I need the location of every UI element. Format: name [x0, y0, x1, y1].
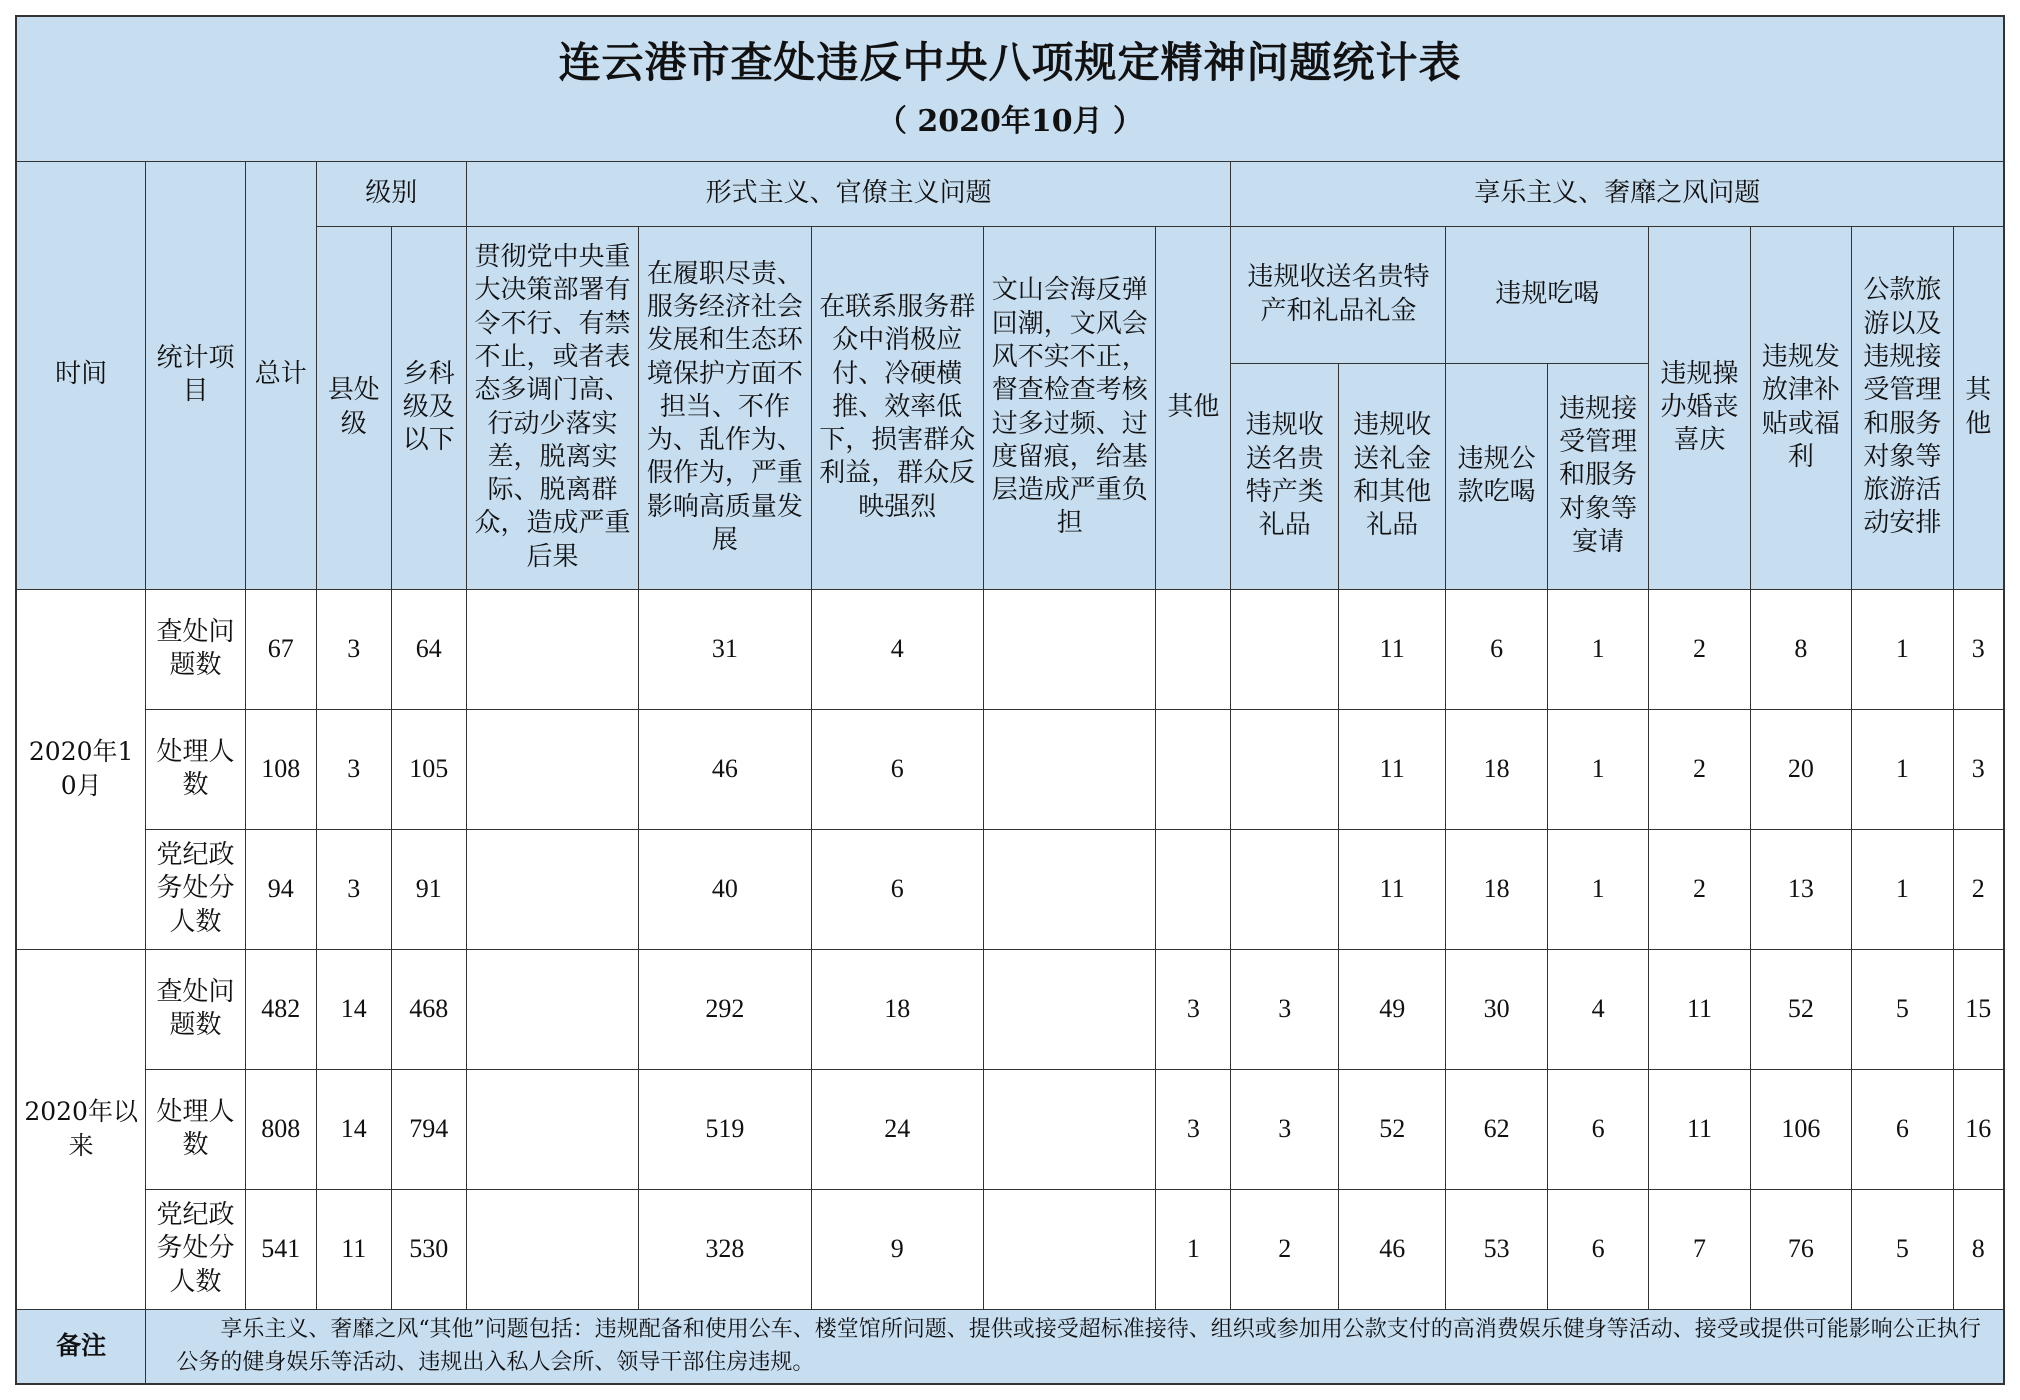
cell-g1	[1231, 589, 1339, 709]
cell-g1: 2	[1231, 1189, 1339, 1309]
cell-county: 3	[316, 709, 391, 829]
cell-travel: 5	[1852, 949, 1953, 1069]
cell-wedding: 2	[1649, 589, 1750, 709]
cell-e2: 1	[1547, 829, 1648, 949]
cell-e2: 6	[1547, 1189, 1648, 1309]
cell-county: 3	[316, 589, 391, 709]
header-eating-banquet: 违规接受管理和服务对象等宴请	[1547, 363, 1648, 589]
period-label: 2020年以来	[16, 949, 146, 1309]
row-label: 处理人数	[146, 1069, 245, 1189]
cell-total: 808	[245, 1069, 316, 1189]
cell-f2: 519	[639, 1069, 811, 1189]
cell-g1	[1231, 709, 1339, 829]
cell-f2: 40	[639, 829, 811, 949]
cell-total: 482	[245, 949, 316, 1069]
cell-subsidy: 52	[1750, 949, 1851, 1069]
cell-e2: 1	[1547, 709, 1648, 829]
cell-f1	[466, 1189, 638, 1309]
table-body	[16, 589, 2004, 1309]
cell-f3: 6	[811, 709, 983, 829]
cell-subsidy: 13	[1750, 829, 1851, 949]
header-level: 级别	[316, 161, 466, 226]
cell-f4	[984, 1189, 1156, 1309]
table-row	[16, 1069, 2004, 1189]
cell-f5: 3	[1156, 949, 1231, 1069]
row-label: 查处问题数	[146, 589, 245, 709]
row-label: 处理人数	[146, 709, 245, 829]
cell-county: 11	[316, 1189, 391, 1309]
header-county-level: 县处级	[316, 226, 391, 589]
title-block	[16, 16, 2004, 161]
cell-township: 105	[391, 709, 466, 829]
cell-e2: 4	[1547, 949, 1648, 1069]
note-label: 备注	[16, 1309, 146, 1384]
table-row	[16, 1189, 2004, 1309]
cell-total: 67	[245, 589, 316, 709]
cell-f4	[984, 949, 1156, 1069]
header-total: 总计	[245, 161, 316, 589]
cell-e1: 30	[1446, 949, 1547, 1069]
cell-g2: 46	[1338, 1189, 1446, 1309]
cell-f2: 31	[639, 589, 811, 709]
note-text: 享乐主义、奢靡之风“其他”问题包括：违规配备和使用公车、楼堂馆所问题、提供或接受超标准接待、组织或参加用公款支付的高消费娱乐健身等活动、接受或提供可能影响公正执行公务的健身娱乐等活动、违规出入私人会所、领导干部住房违规。	[146, 1309, 2004, 1384]
cell-hother: 8	[1953, 1189, 2004, 1309]
cell-e2: 6	[1547, 1069, 1648, 1189]
cell-township: 468	[391, 949, 466, 1069]
header-hedonism: 享乐主义、奢靡之风问题	[1231, 161, 2004, 226]
cell-county: 14	[316, 949, 391, 1069]
cell-g1	[1231, 829, 1339, 949]
cell-f3: 18	[811, 949, 983, 1069]
header-gifts-specialty: 违规收送名贵特产类礼品	[1231, 363, 1339, 589]
table-row	[16, 949, 2004, 1069]
cell-hother: 3	[1953, 709, 2004, 829]
cell-subsidy: 8	[1750, 589, 1851, 709]
cell-g1: 3	[1231, 949, 1339, 1069]
cell-e1: 62	[1446, 1069, 1547, 1189]
cell-wedding: 7	[1649, 1189, 1750, 1309]
page-subtitle: （ 2020年10月 ）	[876, 104, 1144, 140]
cell-total: 94	[245, 829, 316, 949]
cell-f5: 1	[1156, 1189, 1231, 1309]
cell-f4	[984, 1069, 1156, 1189]
cell-travel: 1	[1852, 709, 1953, 829]
cell-subsidy: 76	[1750, 1189, 1851, 1309]
cell-township: 64	[391, 589, 466, 709]
cell-g2: 11	[1338, 709, 1446, 829]
cell-travel: 5	[1852, 1189, 1953, 1309]
header-hedonism-other: 其他	[1953, 226, 2004, 589]
cell-township: 530	[391, 1189, 466, 1309]
cell-f3: 4	[811, 589, 983, 709]
cell-e2: 1	[1547, 589, 1648, 709]
header-item: 统计项目	[146, 161, 245, 589]
cell-g2: 11	[1338, 829, 1446, 949]
header-travel: 公款旅游以及违规接受管理和服务对象等旅游活动安排	[1852, 226, 1953, 589]
table-row	[16, 589, 2004, 709]
cell-wedding: 2	[1649, 829, 1750, 949]
cell-e1: 18	[1446, 709, 1547, 829]
header-subsidy: 违规发放津补贴或福利	[1750, 226, 1851, 589]
cell-f2: 292	[639, 949, 811, 1069]
statistics-table	[15, 15, 2005, 1385]
cell-f2: 328	[639, 1189, 811, 1309]
header-time: 时间	[16, 161, 146, 589]
cell-total: 108	[245, 709, 316, 829]
header-eating-public: 违规公款吃喝	[1446, 363, 1547, 589]
cell-f3: 6	[811, 829, 983, 949]
header-eating: 违规吃喝	[1446, 226, 1649, 363]
cell-county: 14	[316, 1069, 391, 1189]
cell-f1	[466, 949, 638, 1069]
cell-f1	[466, 829, 638, 949]
cell-hother: 2	[1953, 829, 2004, 949]
page-title: 连云港市查处违反中央八项规定精神问题统计表	[558, 37, 1462, 87]
cell-total: 541	[245, 1189, 316, 1309]
cell-wedding: 11	[1649, 949, 1750, 1069]
cell-f5: 3	[1156, 1069, 1231, 1189]
cell-e1: 6	[1446, 589, 1547, 709]
cell-township: 794	[391, 1069, 466, 1189]
cell-e1: 18	[1446, 829, 1547, 949]
cell-f5	[1156, 589, 1231, 709]
cell-hother: 15	[1953, 949, 2004, 1069]
cell-f4	[984, 589, 1156, 709]
cell-travel: 1	[1852, 829, 1953, 949]
period-label: 2020年10月	[16, 589, 146, 949]
header-formalism-4: 文山会海反弹回潮，文风会风不实不正，督查检查考核过多过频、过度留痕，给基层造成严重负担	[984, 226, 1156, 589]
header-formalism: 形式主义、官僚主义问题	[466, 161, 1231, 226]
row-label: 党纪政务处分人数	[146, 829, 245, 949]
cell-travel: 1	[1852, 589, 1953, 709]
cell-f2: 46	[639, 709, 811, 829]
cell-subsidy: 20	[1750, 709, 1851, 829]
header-gifts-money: 违规收送礼金和其他礼品	[1338, 363, 1446, 589]
table-row	[16, 829, 2004, 949]
cell-g2: 52	[1338, 1069, 1446, 1189]
header-formalism-2: 在履职尽责、服务经济社会发展和生态环境保护方面不担当、不作为、乱作为、假作为，严重影响高质量发展	[639, 226, 811, 589]
cell-county: 3	[316, 829, 391, 949]
header-formalism-1: 贯彻党中央重大决策部署有令不行、有禁不止，或者表态多调门高、行动少落实差，脱离实际、脱离群众，造成严重后果	[466, 226, 638, 589]
cell-f5	[1156, 709, 1231, 829]
cell-wedding: 11	[1649, 1069, 1750, 1189]
cell-f1	[466, 1069, 638, 1189]
cell-subsidy: 106	[1750, 1069, 1851, 1189]
cell-g2: 49	[1338, 949, 1446, 1069]
cell-f3: 9	[811, 1189, 983, 1309]
cell-f3: 24	[811, 1069, 983, 1189]
row-label: 查处问题数	[146, 949, 245, 1069]
row-label: 党纪政务处分人数	[146, 1189, 245, 1309]
cell-township: 91	[391, 829, 466, 949]
cell-travel: 6	[1852, 1069, 1953, 1189]
stats-sheet	[15, 15, 2005, 1385]
header-formalism-3: 在联系服务群众中消极应付、冷硬横推、效率低下，损害群众利益，群众反映强烈	[811, 226, 983, 589]
header-formalism-other: 其他	[1156, 226, 1231, 589]
cell-f1	[466, 709, 638, 829]
header-gifts: 违规收送名贵特产和礼品礼金	[1231, 226, 1446, 363]
cell-e1: 53	[1446, 1189, 1547, 1309]
cell-g2: 11	[1338, 589, 1446, 709]
cell-f1	[466, 589, 638, 709]
cell-f4	[984, 829, 1156, 949]
cell-f4	[984, 709, 1156, 829]
cell-wedding: 2	[1649, 709, 1750, 829]
cell-hother: 3	[1953, 589, 2004, 709]
table-row	[16, 709, 2004, 829]
cell-g1: 3	[1231, 1069, 1339, 1189]
header-wedding: 违规操办婚丧喜庆	[1649, 226, 1750, 589]
cell-f5	[1156, 829, 1231, 949]
cell-hother: 16	[1953, 1069, 2004, 1189]
header-township-level: 乡科级及以下	[391, 226, 466, 589]
